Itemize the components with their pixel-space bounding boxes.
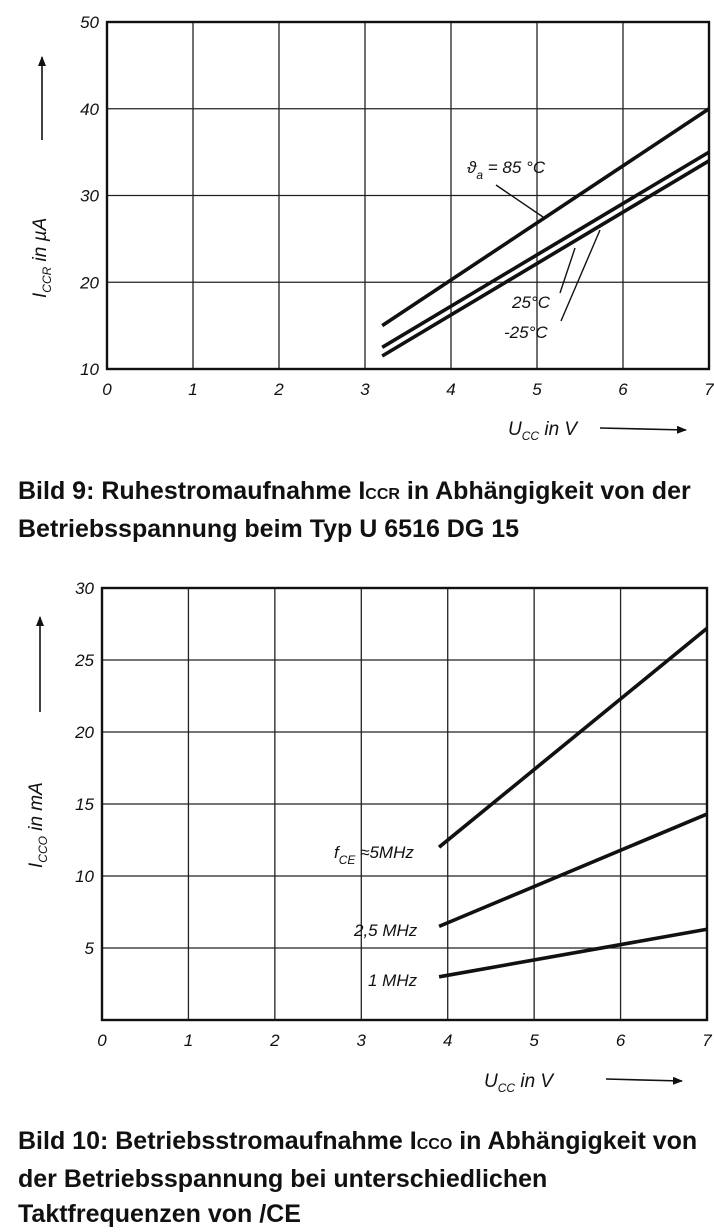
c1-x-tick-label: 5 [532,380,542,399]
chart-bild9 [30,13,714,443]
c1-series-line-1 [382,152,709,347]
c2-series-line-0 [439,628,707,847]
chart2-annotation-1mhz: 1 MHz [368,971,418,990]
c2-x-tick-label: 3 [356,1031,367,1050]
c2-series-line-1 [439,814,707,926]
c1-x-tick-label: 7 [704,380,714,399]
c1-y-tick-label: 10 [80,360,99,379]
c2-series-line-2 [439,929,707,977]
chart1-leader-25c [560,248,575,293]
chart1-annotation-25c: 25°C [512,293,550,312]
c2-x-tick-label: 1 [183,1031,194,1050]
c2-y-tick-label: 5 [84,939,94,958]
c1-y-tick-label: 20 [80,273,99,293]
chart1-x-ticks [102,380,714,399]
chart2-y-label: $I_{CCO}$ in mA [26,782,50,868]
c2-x-tick-label: 7 [702,1031,712,1050]
c2-x-tick-label: 0 [97,1031,107,1050]
chart1-x-label: $U_{CC}$ in V [508,419,578,443]
chart2-x-label: $U_{CC}$ in V [484,1071,554,1095]
c2-x-tick-label: 2 [270,1031,280,1050]
chart1-series [382,109,709,356]
c2-y-tick-label: 30 [75,579,94,598]
chart1-grid [107,22,709,369]
chart2-y-ticks [74,579,94,958]
c1-x-tick-label: 2 [274,380,284,399]
chart1-annotation-85c: $ϑ_a = 85$ °C [467,158,546,182]
c2-y-tick-label: 10 [75,867,94,886]
c2-x-tick-label: 5 [529,1031,539,1050]
c1-x-tick-label: 0 [102,380,112,399]
chart2-x-ticks [97,1031,712,1050]
c2-y-tick-label: 25 [75,651,94,670]
chart2-grid [102,588,707,1020]
c1-x-tick-label: 4 [446,380,456,399]
c2-y-tick-label: 20 [75,723,94,742]
c1-x-tick-label: 6 [618,380,628,399]
chart1-y-ticks [79,13,99,379]
caption-bild9: Bild 9: Ruhestromaufnahme ICCR in Abhängigkeit von der Betriebsspannung beim Typ U 6516 DG 15 [18,477,691,543]
chart1-leader-85c [496,185,543,217]
c2-x-tick-label: 6 [615,1031,626,1050]
c1-y-tick-label: 50 [80,13,99,32]
c2-x-tick-label: 4 [442,1031,453,1050]
chart2-series [439,628,707,976]
c1-y-tick-label: 40 [80,99,99,119]
chart2-annotation-5mhz: $f_{CE} \approx 5MHz$ [334,843,414,867]
chart1-x-arrow [600,428,686,430]
chart2-annotation-2-5mhz: 2,5 MHz [354,921,418,940]
c1-x-tick-label: 3 [360,380,370,399]
chart1-y-label: $I_{CCR}$ in µA [30,217,54,298]
c2-y-tick-label: 15 [75,795,94,814]
chart-bild10 [26,579,712,1095]
c1-y-tick-label: 30 [80,186,99,206]
c1-x-tick-label: 1 [188,380,198,399]
caption-bild10: Bild 10: Betriebsstromaufnahme ICCO in Abhängigkeit von der Betriebsspannung bei unterschiedlichen Taktfrequenzen von /CE [18,1127,698,1228]
chart2-x-arrow [606,1079,682,1081]
chart1-annotation-minus25c: -25°C [504,323,548,342]
